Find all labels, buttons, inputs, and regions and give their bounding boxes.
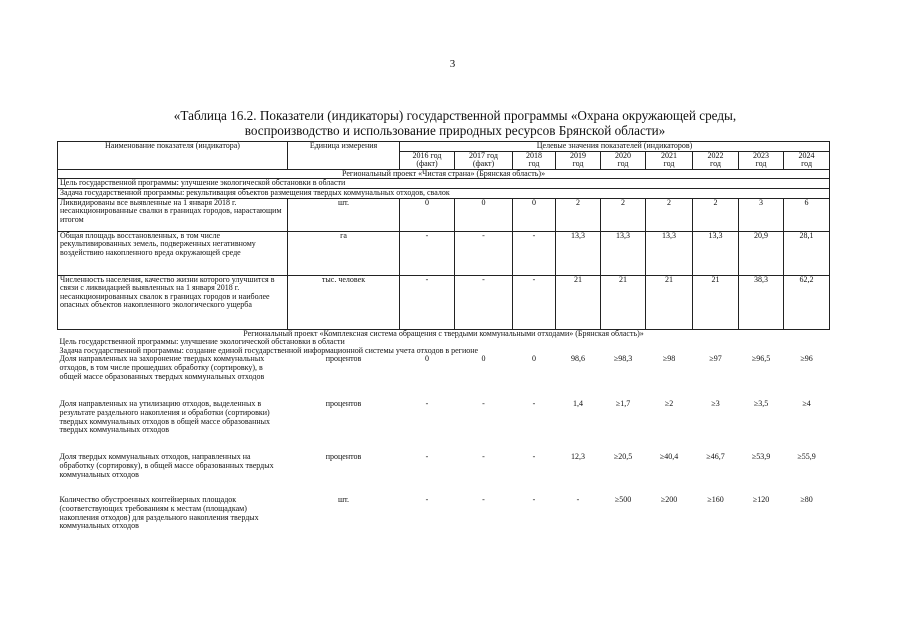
indicator-name: Доля направленных на утилизацию отходов, выделенных в результате раздельного накопления и обработки (сортировки) твердых коммунальных отходов в общей массе образованных твердых коммунальных отходов	[59, 399, 271, 435]
value-cell: -	[513, 231, 556, 275]
header-year: 2023 год	[739, 151, 784, 169]
value-cell: -	[425, 399, 429, 409]
value-cell: 2	[601, 198, 646, 231]
value-cell: 38,3	[739, 275, 784, 329]
indicator-unit: шт.	[337, 495, 350, 505]
value-cell: 13,3	[601, 231, 646, 275]
indicator-unit: процентов	[325, 452, 362, 462]
table-row	[58, 453, 830, 496]
value-cell: -	[482, 399, 485, 409]
header-year: 2018 год	[513, 151, 556, 169]
value-cell: -	[482, 495, 485, 505]
indicator-unit: га	[288, 231, 400, 275]
value-cell: ≥98,3	[613, 354, 633, 364]
section-2-goal: Цель государственной программы: улучшение экологической обстановки в области	[59, 337, 345, 347]
value-cell: ≥96	[800, 354, 813, 364]
value-cell: 21	[646, 275, 693, 329]
value-cell: 98,6	[571, 354, 585, 364]
value-cell: 0	[481, 354, 486, 364]
value-cell: ≥98	[662, 354, 676, 364]
value-cell: ≥40,4	[659, 452, 679, 462]
value-cell: ≥500	[614, 495, 632, 505]
value-cell: 0	[513, 198, 556, 231]
value-cell: ≥97	[709, 354, 722, 364]
indicator-unit: процентов	[325, 399, 362, 409]
value-cell: ≥46,7	[706, 452, 725, 462]
value-cell: 0	[532, 354, 536, 364]
table-title-line-2: воспроизводство и использование природных ресурсов Брянской области»	[244, 123, 666, 138]
value-cell: ≥96,5	[751, 354, 771, 364]
table-row	[58, 198, 830, 231]
value-cell: ≥3,5	[753, 399, 769, 409]
header-year: 2024 год	[784, 151, 830, 169]
section-1-goal: Цель государственной программы: улучшение экологической обстановки в области	[58, 179, 830, 189]
value-cell: 20,9	[739, 231, 784, 275]
value-cell: 28,1	[784, 231, 830, 275]
value-cell: 2	[646, 198, 693, 231]
indicator-name: Доля направленных на захоронение твердых коммунальных отходов, в том числе прошедших обработку (сортировку), в общей массе образованных твердых коммунальных отходов	[59, 354, 265, 381]
header-targets: Целевые значения показателей (индикаторов)	[400, 142, 830, 152]
value-cell: ≥120	[752, 495, 770, 505]
value-cell: -	[425, 495, 429, 505]
table-row	[58, 496, 830, 540]
value-cell: 13,3	[646, 231, 693, 275]
value-cell: ≥80	[800, 495, 813, 505]
indicator-name: Ликвидированы все выявленные на 1 января 2018 г. несанкционированные свалки в границах городов, нарастающим итогом	[58, 198, 288, 231]
value-cell: 1,4	[573, 399, 583, 409]
value-cell: ≥55,9	[797, 452, 816, 462]
section-2-task: Задача государственной программы: создание единой государственной информационной системы учета отходов в регионе	[59, 345, 479, 355]
value-cell: -	[400, 275, 455, 329]
value-cell: -	[532, 452, 536, 462]
value-cell: -	[532, 495, 536, 505]
section-1-task-row	[58, 188, 830, 198]
indicator-name: Количество обустроенных контейнерных площадок (соответствующих требованиям к местам (площадкам) накопления отходов) для раздельного накопления твердых коммунальных отходов	[59, 495, 259, 531]
table-title	[60, 108, 850, 138]
table-row	[58, 355, 830, 400]
table-row	[58, 231, 830, 275]
header-year: 2017 год (факт)	[455, 151, 513, 169]
table-row	[58, 275, 830, 329]
value-cell: 13,3	[693, 231, 739, 275]
table-title-line-1: «Таблица 16.2. Показатели (индикаторы) государственной программы «Охрана окружающей среды,	[173, 108, 737, 123]
value-cell: ≥3	[711, 399, 720, 409]
value-cell: 21	[556, 275, 601, 329]
value-cell: ≥2	[664, 399, 674, 409]
table-row	[58, 400, 830, 453]
header-year: 2021 год	[646, 151, 693, 169]
indicator-name: Общая площадь восстановленных, в том числе рекультивированных земель, подверженных негативному воздействию накопленного вреда окружающей среде	[58, 231, 288, 275]
value-cell: ≥160	[707, 495, 724, 505]
indicator-name: Численность населения, качество жизни которого улучшится в связи с ликвидацией выявленных на 1 января 2018 г. несанкционированных свалок в границах городов и наиболее опасных объектов накопленного экологического ущерба	[58, 275, 288, 329]
value-cell: ≥20,5	[613, 452, 633, 462]
section-2-project: Региональный проект «Комплексная система обращения с твердыми коммунальными отходами» (Брянская область)»	[243, 328, 644, 338]
value-cell: 0	[455, 198, 513, 231]
value-cell: ≥1,7	[615, 399, 631, 409]
indicator-unit: процентов	[325, 354, 362, 364]
value-cell: ≥200	[660, 495, 678, 505]
indicator-name: Доля твердых коммунальных отходов, направленных на обработку (сортировку), в общей массе образованных твердых коммунальных отходов	[59, 452, 274, 479]
value-cell: 0	[425, 354, 429, 364]
value-cell: 12,3	[571, 452, 585, 462]
value-cell: -	[532, 399, 536, 409]
value-cell: -	[482, 452, 485, 462]
header-year: 2019 год	[556, 151, 601, 169]
value-cell: 21	[693, 275, 739, 329]
value-cell: 21	[601, 275, 646, 329]
value-cell: ≥53,9	[751, 452, 771, 462]
value-cell: ≥4	[802, 399, 811, 409]
header-year: 2022 год	[693, 151, 739, 169]
value-cell: -	[576, 495, 580, 505]
value-cell: 6	[784, 198, 830, 231]
indicator-unit: тыс. человек	[288, 275, 400, 329]
value-cell: 2	[693, 198, 739, 231]
value-cell: 2	[556, 198, 601, 231]
header-year: 2016 год (факт)	[400, 151, 455, 169]
value-cell: -	[455, 275, 513, 329]
header-name: Наименование показателя (индикатора)	[58, 142, 288, 170]
indicator-unit: шт.	[288, 198, 400, 231]
value-cell: 3	[739, 198, 784, 231]
header-year: 2020 год	[601, 151, 646, 169]
indicators-table	[57, 141, 830, 540]
section-1-task: Задача государственной программы: рекультивация объектов размещения твердых коммунальных отходов, свалок	[58, 188, 830, 198]
value-cell: -	[425, 452, 429, 462]
header-unit: Единица измерения	[288, 142, 400, 170]
section-1-project: Региональный проект «Чистая страна» (Брянская область)»	[58, 169, 830, 179]
value-cell: 0	[400, 198, 455, 231]
value-cell: 13,3	[556, 231, 601, 275]
value-cell: -	[513, 275, 556, 329]
page-number: 3	[449, 58, 456, 70]
value-cell: -	[400, 231, 455, 275]
header-row-1	[58, 142, 830, 152]
value-cell: 62,2	[784, 275, 830, 329]
value-cell: -	[455, 231, 513, 275]
